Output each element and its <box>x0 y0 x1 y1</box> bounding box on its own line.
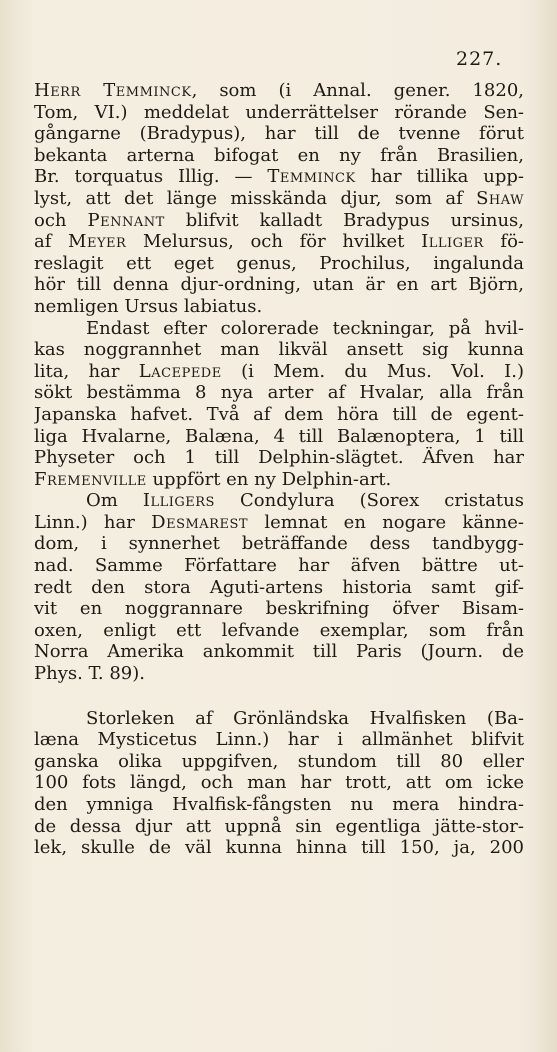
text-line <box>34 490 524 512</box>
text-run: kas noggrannhet man likväl ansett sig kunna <box>34 339 524 361</box>
paragraph <box>34 80 524 318</box>
text-run: oxen, enligt ett lefvande exemplar, som från <box>34 619 524 641</box>
text-line <box>34 598 524 620</box>
text-line <box>34 469 524 491</box>
text-line <box>34 145 524 167</box>
text-run: nemligen Ursus labiatus. <box>34 295 263 317</box>
text-line <box>34 772 524 794</box>
small-caps-name: Pennant <box>87 209 165 231</box>
text-line <box>34 102 524 124</box>
small-caps-name: Illiger <box>421 231 484 253</box>
text-run: Br. torquatus Illig. — <box>34 166 268 188</box>
text-line <box>34 210 524 232</box>
text-line <box>34 296 524 318</box>
text-line <box>34 663 524 685</box>
text-run: reslagit ett eget genus, Prochilus, ingalunda <box>34 252 524 274</box>
text-line <box>34 729 524 751</box>
paragraph-gap <box>34 685 524 708</box>
text-line <box>34 166 524 188</box>
text-run: lita, har <box>34 360 139 382</box>
text-run: Endast efter colorerade teckningar, på hvil- <box>86 317 524 339</box>
text-run: gångarne (Bradypus), har till de tvenne förut <box>34 123 524 145</box>
text-line <box>34 816 524 838</box>
text-line <box>34 794 524 816</box>
small-caps-name: Meyer <box>68 231 127 253</box>
paragraph <box>34 490 524 684</box>
page-number: 227. <box>456 48 503 70</box>
text-line <box>34 837 524 859</box>
text-line <box>34 382 524 404</box>
text-run: lek, skulle de väl kunna hinna till 150, ja, 200 <box>34 837 524 859</box>
text-line <box>34 231 524 253</box>
small-caps-name: Illigers <box>142 490 215 512</box>
text-line <box>34 447 524 469</box>
text-run: Tom, VI.) meddelat underrättelser rörande Sen- <box>34 101 524 123</box>
small-caps-name: Temminck <box>267 166 356 188</box>
small-caps-name: Lacepede <box>138 360 222 382</box>
small-caps-name: Fremenville <box>34 468 147 490</box>
text-run: vit en noggrannare beskrifning öfver Bisam- <box>34 598 524 620</box>
text-run: har tillika upp- <box>355 166 524 188</box>
text-line <box>34 751 524 773</box>
text-run: redt den stora Aguti-artens historia samt gif- <box>34 576 524 598</box>
text-run: Melursus, och för hvilket <box>126 231 422 253</box>
text-line <box>34 361 524 383</box>
small-caps-name: Shaw <box>476 187 524 209</box>
small-caps-name: Herr Temminck <box>34 80 192 101</box>
text-run: Phys. T. 89). <box>34 663 146 685</box>
text-line <box>34 253 524 275</box>
text-line <box>34 188 524 210</box>
body-text <box>34 80 524 859</box>
text-run: lemnat en nogare känne- <box>248 511 524 533</box>
text-line <box>34 404 524 426</box>
paragraph <box>34 318 524 491</box>
text-run: 100 fots längd, och man har trott, att om icke <box>34 772 524 794</box>
text-line <box>34 426 524 448</box>
text-line <box>34 555 524 577</box>
text-run: lyst, att det länge misskända djur, som af <box>34 187 477 209</box>
text-run: Om <box>86 490 143 512</box>
text-run: de dessa djur att uppnå sin egentliga jätte-stor- <box>34 815 524 837</box>
text-run: Storleken af Grönländska Hvalfisken (Ba- <box>86 707 524 729</box>
text-run: fö- <box>483 231 524 253</box>
text-run: Linn.) har <box>34 511 152 533</box>
text-run: af <box>34 231 69 253</box>
text-line <box>34 274 524 296</box>
text-run: , som (i Annal. gener. 1820, <box>191 80 524 101</box>
paragraph <box>34 708 524 859</box>
text-line <box>34 641 524 663</box>
text-line <box>34 123 524 145</box>
text-run: uppfört en ny Delphin-art. <box>146 468 392 490</box>
text-run: hör till denna djur-ordning, utan är en art Björn, <box>34 274 524 296</box>
text-line <box>34 339 524 361</box>
text-line <box>34 80 524 102</box>
text-line <box>34 577 524 599</box>
text-run: bekanta arterna bifogat en ny från Brasilien, <box>34 144 524 166</box>
text-line <box>34 533 524 555</box>
text-run: den ymniga Hvalfisk-fångsten nu mera hindra- <box>34 794 524 815</box>
text-run: nad. Samme Författare har äfven bättre ut- <box>34 555 524 577</box>
text-run: och <box>34 209 88 231</box>
text-line <box>34 318 524 340</box>
text-run: (i Mem. du Mus. Vol. I.) <box>221 360 524 382</box>
text-line <box>34 620 524 642</box>
text-run: Condylura (Sorex cristatus <box>214 490 524 512</box>
text-line <box>34 512 524 534</box>
text-run: Japanska hafvet. Två af dem höra till de egent- <box>34 403 524 425</box>
text-run: ganska olika uppgifven, stundom till 80 eller <box>34 750 524 772</box>
text-run: blifvit kalladt Bradypus ursinus, <box>164 209 524 231</box>
text-run: Norra Amerika ankommit till Paris (Journ. de <box>34 641 524 663</box>
text-line <box>34 708 524 730</box>
text-run: læna Mysticetus Linn.) har i allmänhet blifvit <box>34 729 524 751</box>
text-run: liga Hvalarne, Balæna, 4 till Balænoptera, 1 till <box>34 425 524 447</box>
small-caps-name: Desmarest <box>151 511 249 533</box>
text-run: dom, i synnerhet beträffande dess tandbygg- <box>34 533 524 555</box>
text-run: sökt bestämma 8 nya arter af Hvalar, alla från <box>34 382 524 404</box>
text-run: Physeter och 1 till Delphin-slägtet. Äfven har <box>34 447 524 469</box>
